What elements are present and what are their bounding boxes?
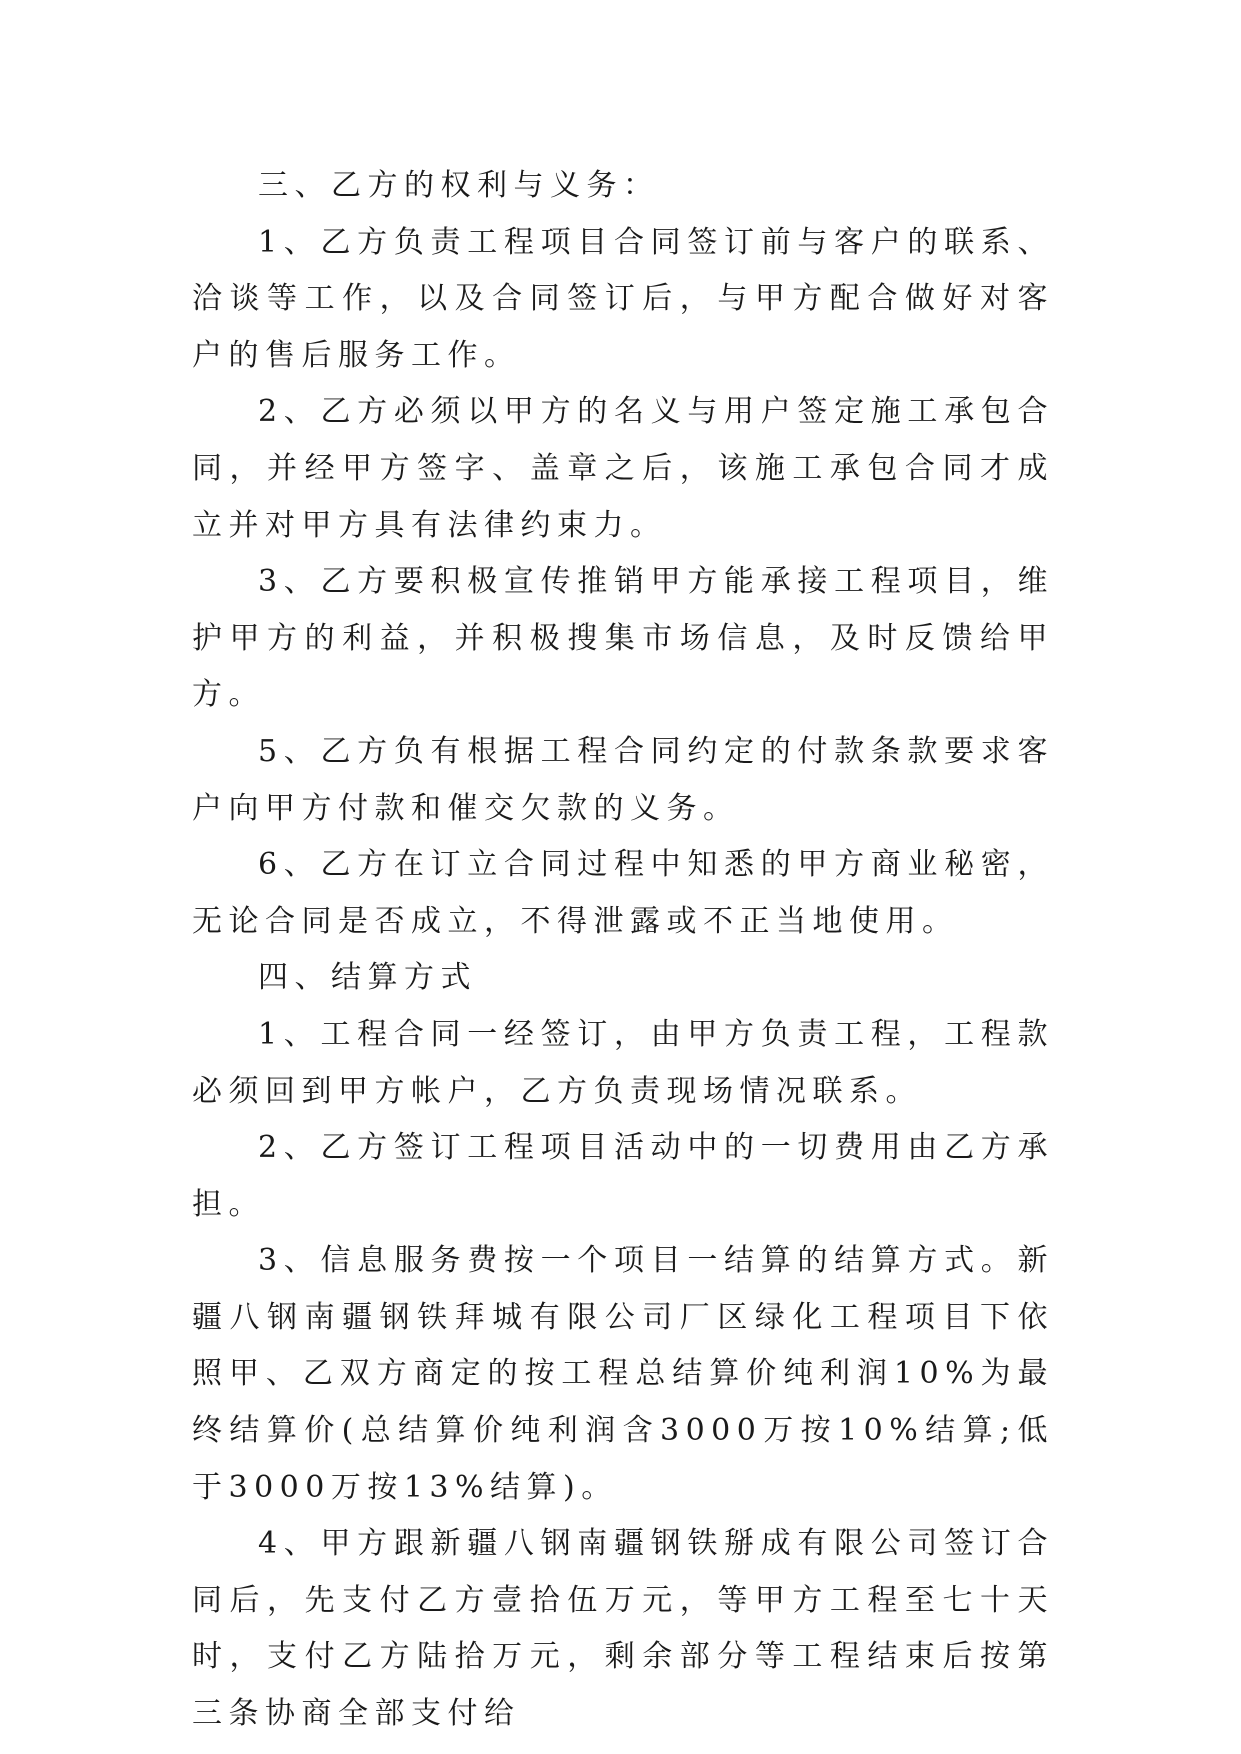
clause-paragraph: 4、甲方跟新疆八钢南疆钢铁掰成有限公司签订合同后，先支付乙方壹拾伍万元，等甲方工程至七十天时，支付乙方陆拾万元，剩余部分等工程结束后按第三条协商全部支付给 (192, 1526, 1054, 1732)
clause-paragraph: 3、信息服务费按一个项目一结算的结算方式。新疆八钢南疆钢铁拜城有限公司厂区绿化工程项目下依照甲、乙双方商定的按工程总结算价纯利润10%为最终结算价(总结算价纯利润含3000万按10%结算;低于3000万按13%结算)。 (192, 1243, 1054, 1505)
clause-paragraph: 2、乙方必须以甲方的名义与用户签定施工承包合同，并经甲方签字、盖章之后，该施工承包合同才成立并对甲方具有法律约束力。 (192, 394, 1054, 543)
clause-paragraph: 6、乙方在订立合同过程中知悉的甲方商业秘密，无论合同是否成立，不得泄露或不正当地使用。 (192, 847, 1054, 939)
clause-paragraph: 5、乙方负有根据工程合同约定的付款条款要求客户向甲方付款和催交欠款的义务。 (192, 733, 1054, 826)
clause-paragraph: 2、乙方签订工程项目活动中的一切费用由乙方承担。 (192, 1130, 1054, 1222)
clause-paragraph: 1、工程合同一经签订，由甲方负责工程，工程款必须回到甲方帐户，乙方负责现场情况联系。 (192, 1016, 1054, 1109)
clause-paragraph: 3、乙方要积极宣传推销甲方能承接工程项目，维护甲方的利益，并积极搜集市场信息，及时反馈给甲方。 (192, 564, 1054, 713)
section-heading-settlement: 四、结算方式 (258, 960, 477, 996)
clause-paragraph: 1、乙方负责工程项目合同签订前与客户的联系、洽谈等工作，以及合同签订后，与甲方配合做好对客户的售后服务工作。 (192, 224, 1054, 373)
document-body (192, 158, 1054, 1743)
section-heading-party-b-rights: 三、乙方的权利与义务： (258, 168, 660, 203)
